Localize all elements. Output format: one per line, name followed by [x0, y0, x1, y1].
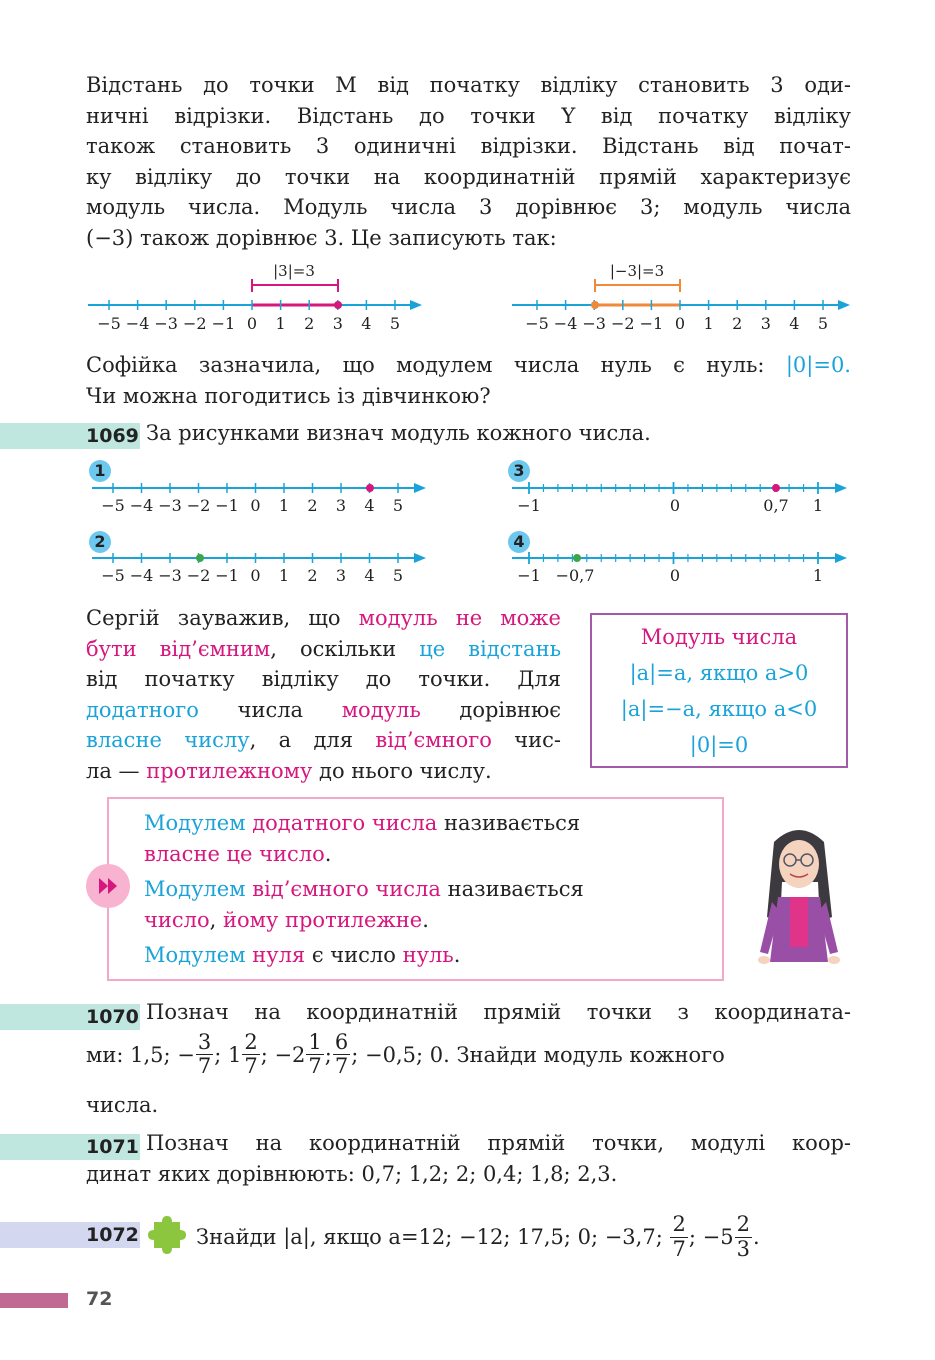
tick-label: −1: [517, 566, 541, 585]
tick-label: 5: [392, 496, 404, 515]
tick-label: 3: [335, 496, 347, 515]
exercise-number: 1071: [86, 1136, 139, 1158]
line-1: [92, 483, 426, 515]
fraction: $\frac{2}{7}$: [244, 1030, 258, 1079]
line-4: [512, 552, 847, 585]
tick-label: 2: [307, 566, 318, 585]
line-2: [92, 553, 426, 585]
abs-example-lines: [0, 250, 935, 345]
tick-label: 0: [250, 496, 261, 515]
tick-label: −1: [517, 496, 541, 515]
tick-label: −4: [129, 566, 154, 585]
tick-label: −3: [158, 566, 182, 585]
tick-label: 1: [703, 314, 714, 333]
tick-label: −1: [215, 566, 239, 585]
tick-label: −4: [129, 496, 154, 515]
ex1069-lines: [0, 470, 935, 595]
intro-line: (−3) також дорівнює 3. Це записують так:: [86, 225, 557, 250]
tick-label: −4: [553, 314, 578, 333]
tick-label: −3: [582, 314, 606, 333]
exercise-text: За рисунками визнач модуль кожного числа.: [146, 421, 651, 445]
tick-label: −0,7: [555, 566, 595, 585]
tick-label: −4: [125, 314, 150, 333]
exercise-text: Познач на координатній прямій точки з координата-: [146, 1000, 851, 1024]
label-1: 1: [89, 460, 111, 482]
arrow-head: [410, 300, 422, 310]
label-2: 2: [89, 531, 111, 553]
tick-label: 5: [392, 566, 404, 585]
tick-label: −2: [186, 566, 211, 585]
tick-label: 2: [304, 314, 315, 333]
fraction: $\frac{6}{7}$: [334, 1030, 349, 1079]
tick-label: 0: [669, 566, 681, 585]
footer-bar: [0, 1293, 68, 1308]
abs-label-3: |3|=3: [273, 262, 315, 280]
tick-label: 5: [817, 314, 829, 333]
point: [573, 554, 581, 562]
modulus-box: [590, 613, 848, 768]
modulus-rule-zero: |0|=0: [689, 733, 749, 757]
sergiy-paragraph: Сергій зауважив, що модуль не може бути від’ємним, оскільки це відстань від початку відліку до точки. Для додатного числа модуль дорівнює власне числу, а для від’ємного чис- ла — протилежному до нього числу.: [86, 606, 562, 783]
arrow-head: [838, 300, 850, 310]
tick-label: −1: [211, 314, 236, 333]
exercise-number: 1070: [86, 1006, 139, 1028]
tick-label: −5: [525, 314, 549, 333]
intro-paragraph: [86, 70, 851, 253]
intro-line: також становить 3 одиничні відрізки. Відстань від почат-: [86, 134, 851, 158]
exercise-text-line3: числа.: [86, 1093, 159, 1117]
tick-label: −3: [154, 314, 178, 333]
tick-label: 5: [389, 314, 401, 333]
tick-label: 3: [332, 314, 343, 333]
tick-label: 2: [732, 314, 743, 333]
left-example-line: [88, 262, 422, 333]
exercise-text-line2: ми: 1,5; − $\frac{3}{7}$ ; 1 $\frac{2}{7}$ ; −2 $\frac{1}{7}$ ; $\frac{6}{7}$ ; −0,5; 0. Знайди модуль кожного: [86, 1030, 725, 1079]
tick-label: 4: [364, 496, 375, 515]
fraction: $\frac{3}{7}$: [197, 1030, 212, 1079]
tick-label: 3: [335, 566, 347, 585]
tick-label: 1: [275, 314, 286, 333]
girl-illustration: [752, 822, 847, 978]
tick-label: 3: [760, 314, 771, 333]
label-4: 4: [508, 531, 530, 553]
sofia-formula: |0|=0.: [785, 353, 851, 377]
intro-line: ничні відрізки. Відстань до точки Y від початку відліку: [86, 103, 851, 128]
right-example-line: [512, 262, 850, 333]
sofia-question: [86, 350, 851, 411]
modulus-rule-positive: |a|=a, якщо a>0: [629, 661, 809, 685]
fraction: $\frac{2}{3}$: [736, 1212, 750, 1261]
tick-label: −5: [97, 314, 121, 333]
tick-label: 4: [364, 566, 375, 585]
point-3: [334, 301, 342, 309]
intro-line: ку відліку до точки на координатній прямій характеризує: [86, 164, 851, 189]
tick-label: 0: [246, 314, 258, 333]
exercise-number: 1069: [86, 425, 139, 447]
point: [196, 554, 204, 562]
tick-label: 0: [674, 314, 686, 333]
modulus-rule-negative: |a|=−a, якщо a<0: [620, 697, 818, 721]
fraction: $\frac{2}{7}$: [672, 1212, 686, 1261]
page-number: 72: [86, 1288, 113, 1310]
tick-label: −1: [215, 496, 239, 515]
tick-label: 2: [307, 496, 318, 515]
tick-label: 1: [278, 566, 290, 585]
tick-label: 0,7: [763, 496, 789, 515]
exercise-text: Знайди |a|, якщо a=12; −12; 17,5; 0; −3,7; $\frac{2}{7}$ ; −5 $\frac{2}{3}$ .: [196, 1212, 760, 1261]
tick-label: −1: [639, 314, 664, 333]
exercise-text: Познач на координатній прямій точки, модулі коор-: [146, 1131, 851, 1155]
point: [772, 484, 780, 492]
tick-label: 0: [250, 566, 261, 585]
point-minus3: [591, 301, 599, 309]
tick-label: 1: [278, 496, 290, 515]
tick-label: −5: [101, 566, 125, 585]
tick-label: 1: [812, 566, 824, 585]
rule-text: Модулем додатного числа називається власне це число. Модулем від’ємного числа називається число, йому протилежне. Модулем нуля є число нуль.: [144, 811, 584, 967]
exercise-number: 1072: [86, 1224, 139, 1246]
rule-marker-icon: [86, 864, 130, 908]
exercise-text-line2: динат яких дорівнюють: 0,7; 1,2; 2; 0,4; 1,8; 2,3.: [86, 1162, 618, 1186]
tick-label: 4: [361, 314, 372, 333]
fraction: $\frac{1}{7}$: [308, 1030, 322, 1079]
tick-label: −5: [101, 496, 125, 515]
label-3: 3: [508, 460, 530, 482]
tick-label: 0: [669, 496, 681, 515]
modulus-title: Модуль числа: [640, 625, 798, 649]
tick-label: −3: [158, 496, 182, 515]
intro-line: Відстань до точки M від початку відліку становить 3 оди-: [86, 73, 851, 97]
puzzle-icon: [146, 1214, 186, 1254]
sofia-line2: Чи можна погодитись із дівчинкою?: [86, 383, 491, 408]
tick-label: −2: [611, 314, 635, 333]
sofia-line1: Софійка зазначила, що модулем числа нуль є нуль:: [86, 353, 765, 377]
line-3: [512, 482, 847, 515]
point: [366, 484, 374, 492]
tick-label: 1: [812, 496, 824, 515]
tick-label: 4: [789, 314, 800, 333]
tick-label: −2: [183, 314, 207, 333]
abs-label-minus3: |−3|=3: [609, 262, 665, 280]
tick-label: −2: [186, 496, 211, 515]
intro-line: модуль числа. Модуль числа 3 дорівнює 3; модуль числа: [86, 195, 851, 219]
